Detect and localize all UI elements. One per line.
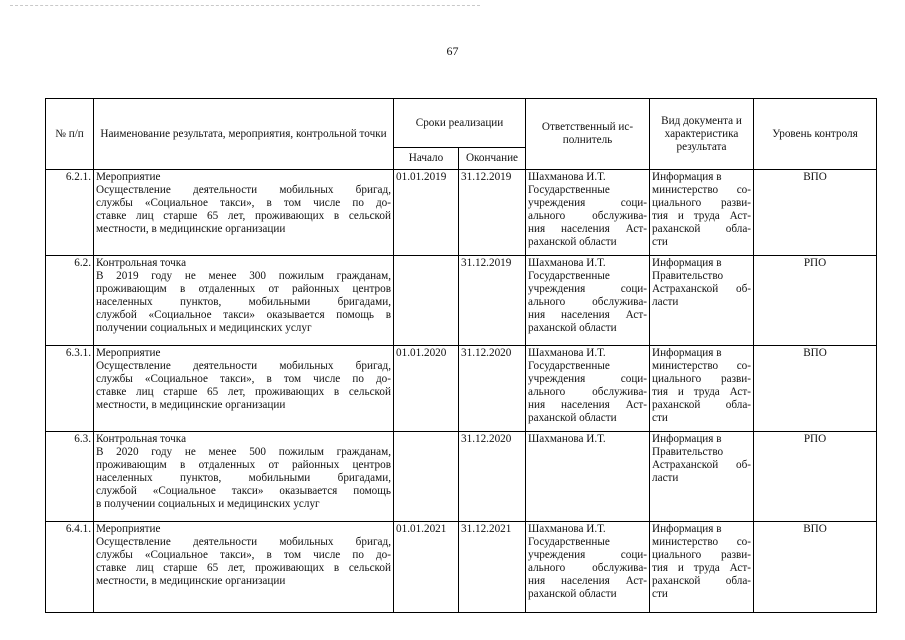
- row-document: [650, 522, 754, 613]
- row-responsible: [526, 432, 650, 522]
- row-document: [650, 256, 754, 346]
- row-num: 6.2.: [46, 256, 94, 346]
- header-responsible: Ответственный ис-полнитель: [526, 99, 650, 170]
- table-body: [46, 170, 877, 613]
- cell-line: Шахманова И.Т.: [528, 171, 606, 183]
- table-row: [46, 170, 877, 256]
- cell-line: Шахманова И.Т.: [528, 523, 606, 535]
- row-num: 6.3.: [46, 432, 94, 522]
- cell-line: населенных пунктов, мобильными бригадами,: [96, 472, 391, 484]
- row-start: 01.01.2020: [394, 346, 459, 432]
- cell-line: Государственные: [528, 536, 610, 548]
- row-level: РПО: [754, 256, 877, 346]
- cell-line: тия и труда Аст-: [652, 562, 752, 574]
- row-responsible: [526, 256, 650, 346]
- row-responsible: [526, 346, 650, 432]
- cell-line: ния населения Аст-: [528, 399, 648, 411]
- row-num: 6.4.1.: [46, 522, 94, 613]
- cell-line: раханской области: [528, 412, 617, 424]
- cell-line: раханской области: [528, 322, 617, 334]
- cell-line: Информация в: [652, 433, 722, 445]
- cell-line: Информация в: [652, 347, 722, 359]
- cell-line: проживающим в отдаленных от районных центров: [96, 459, 391, 471]
- cell-line: Мероприятие: [96, 347, 161, 359]
- cell-line: ставке лиц старше 65 лет, проживающих в сельской: [96, 562, 391, 574]
- row-document: [650, 170, 754, 256]
- cell-line: службой «Социальное такси» оказывается помощь в: [96, 309, 391, 321]
- row-num: 6.2.1.: [46, 170, 94, 256]
- cell-line: учреждения соци-: [528, 283, 648, 295]
- cell-line: министерство со-: [652, 536, 752, 548]
- table-row: [46, 522, 877, 613]
- cell-line: службы «Социальное такси», в том числе по до-: [96, 373, 391, 385]
- row-start: 01.01.2019: [394, 170, 459, 256]
- row-responsible: [526, 170, 650, 256]
- cell-line: раханской обла-: [652, 575, 752, 587]
- row-end: 31.12.2021: [459, 522, 526, 613]
- cell-line: раханской области: [528, 588, 617, 600]
- header-row: [46, 99, 877, 148]
- row-responsible: [526, 522, 650, 613]
- cell-line: циального разви-: [652, 197, 752, 209]
- row-document: [650, 346, 754, 432]
- cell-line: циального разви-: [652, 373, 752, 385]
- cell-line: В 2020 году не менее 500 пожилым гражданам,: [96, 446, 391, 458]
- cell-line: Астраханской об-: [652, 283, 752, 295]
- cell-line: ставке лиц старше 65 лет, проживающих в сельской: [96, 386, 391, 398]
- cell-line: тия и труда Аст-: [652, 386, 752, 398]
- cell-line: ставке лиц старше 65 лет, проживающих в сельской: [96, 210, 391, 222]
- cell-line: Осуществление деятельности мобильных бригад,: [96, 360, 391, 372]
- cell-line: ния населения Аст-: [528, 223, 648, 235]
- row-name: [94, 522, 394, 613]
- cell-line: местности, в медицинские организации: [96, 575, 286, 587]
- header-dates: Сроки реализации: [394, 99, 526, 148]
- control-points-table: [45, 98, 877, 613]
- cell-line: министерство со-: [652, 360, 752, 372]
- row-level: РПО: [754, 432, 877, 522]
- row-level: ВПО: [754, 346, 877, 432]
- cell-line: Контрольная точка: [96, 433, 187, 445]
- cell-line: получении социальных и медицинских услуг: [96, 322, 312, 334]
- cell-line: местности, в медицинские организации: [96, 223, 286, 235]
- row-level: ВПО: [754, 170, 877, 256]
- cell-line: местности, в медицинские организации: [96, 399, 286, 411]
- header-num: № п/п: [46, 99, 94, 170]
- cell-line: ния населения Аст-: [528, 575, 648, 587]
- cell-line: учреждения соци-: [528, 373, 648, 385]
- row-name: [94, 256, 394, 346]
- row-end: 31.12.2019: [459, 170, 526, 256]
- cell-line: Шахманова И.Т.: [528, 347, 606, 359]
- row-end: 31.12.2019: [459, 256, 526, 346]
- cell-line: Правительство: [652, 446, 724, 458]
- cell-line: раханской обла-: [652, 223, 752, 235]
- cell-line: Шахманова И.Т.: [528, 433, 606, 445]
- page-number: 67: [446, 44, 459, 58]
- cell-line: Осуществление деятельности мобильных бригад,: [96, 184, 391, 196]
- row-document: [650, 432, 754, 522]
- row-start: [394, 256, 459, 346]
- cell-line: Мероприятие: [96, 523, 161, 535]
- cell-line: ласти: [652, 472, 679, 484]
- cell-line: Осуществление деятельности мобильных бригад,: [96, 536, 391, 548]
- header-end: Окончание: [459, 148, 526, 170]
- header-document: Вид документа и характеристика результата: [650, 99, 754, 170]
- row-end: 31.12.2020: [459, 346, 526, 432]
- cell-line: Государственные: [528, 270, 610, 282]
- row-num: 6.3.1.: [46, 346, 94, 432]
- table-row: [46, 256, 877, 346]
- row-name: [94, 170, 394, 256]
- cell-line: ального обслужива-: [528, 562, 648, 574]
- row-end: 31.12.2020: [459, 432, 526, 522]
- cell-line: учреждения соци-: [528, 197, 648, 209]
- cell-line: сти: [652, 588, 668, 600]
- row-level: ВПО: [754, 522, 877, 613]
- row-name: [94, 432, 394, 522]
- cell-line: тия и труда Аст-: [652, 210, 752, 222]
- cell-line: раханской области: [528, 236, 617, 248]
- cell-line: проживающим в отдаленных от районных центров: [96, 283, 391, 295]
- cell-line: Астраханской об-: [652, 459, 752, 471]
- cell-line: населенных пунктов, мобильными бригадами,: [96, 296, 391, 308]
- cell-line: учреждения соци-: [528, 549, 648, 561]
- cell-line: ния населения Аст-: [528, 309, 648, 321]
- table-row: [46, 432, 877, 522]
- cell-line: В 2019 году не менее 300 пожилым гражданам,: [96, 270, 391, 282]
- cell-line: сти: [652, 412, 668, 424]
- cell-line: ального обслужива-: [528, 386, 648, 398]
- cell-line: ального обслужива-: [528, 296, 648, 308]
- header-level: Уровень контроля: [754, 99, 877, 170]
- table-row: [46, 346, 877, 432]
- cell-line: раханской обла-: [652, 399, 752, 411]
- cell-line: Правительство: [652, 270, 724, 282]
- cell-line: циального разви-: [652, 549, 752, 561]
- scan-top-edge: [10, 5, 480, 6]
- cell-line: в получении социальных и медицинских услуг: [96, 498, 320, 510]
- cell-line: министерство со-: [652, 184, 752, 196]
- cell-line: ального обслужива-: [528, 210, 648, 222]
- cell-line: Информация в: [652, 171, 722, 183]
- cell-line: Государственные: [528, 184, 610, 196]
- cell-line: Информация в: [652, 257, 722, 269]
- cell-line: сти: [652, 236, 668, 248]
- row-name: [94, 346, 394, 432]
- header-start: Начало: [394, 148, 459, 170]
- cell-line: ласти: [652, 296, 679, 308]
- row-start: 01.01.2021: [394, 522, 459, 613]
- cell-line: службы «Социальное такси», в том числе по до-: [96, 549, 391, 561]
- cell-line: Шахманова И.Т.: [528, 257, 606, 269]
- cell-line: службой «Социальное такси» оказывается помощь: [96, 485, 391, 497]
- cell-line: Контрольная точка: [96, 257, 187, 269]
- row-start: [394, 432, 459, 522]
- cell-line: Мероприятие: [96, 171, 161, 183]
- cell-line: Информация в: [652, 523, 722, 535]
- header-name: Наименование результата, мероприятия, контрольной точки: [94, 99, 394, 170]
- cell-line: службы «Социальное такси», в том числе по до-: [96, 197, 391, 209]
- cell-line: Государственные: [528, 360, 610, 372]
